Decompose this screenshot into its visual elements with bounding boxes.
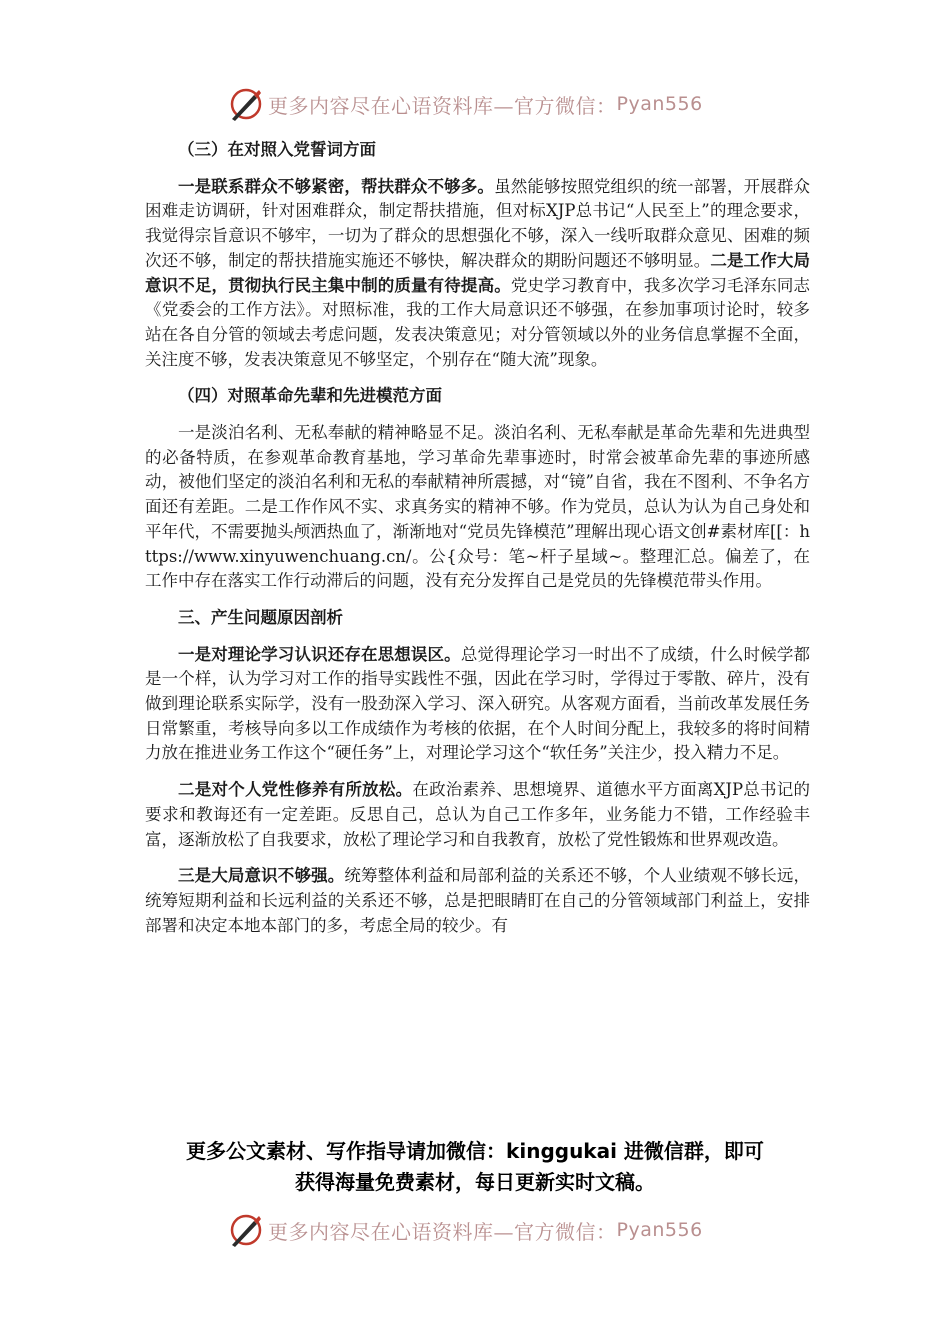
promo-line: 更多公文素材、写作指导请加微信：kinggukai 进微信群，即可 bbox=[186, 1139, 764, 1163]
paragraph-lead: 二是工作大局意识不足，贯彻执行民主集中制的质量有待提高。 bbox=[145, 250, 811, 295]
header-banner bbox=[226, 84, 703, 124]
paragraph: 一是淡泊名利、无私奉献的精神略显不足。淡泊名利、无私奉献是革命先辈和先进典型的必备特质，在参观革命教育基地，学习革命先辈事迹时，时常会被革命先辈的事迹所感动，被他们坚定的淡泊名利和无私的奉献精神所震撼，对“镜”自省，我在不图利、不争名方面还有差距。二是工作作风不实、求真务实的精神不够。作为党员，总认为认为自己身处和平年代，不需要抛头颅洒热血了，渐渐地对“党员先锋模范”理解出现心语文创#素材库[[：https://www.xinyuwenchuang.cn/。公{众号：笔~杆子星域~。整理汇总。偏差了，在工作中存在落实工作行动滞后的问题，没有充分发挥自己是党员的先锋模范带头作用。 bbox=[145, 423, 810, 591]
pen-logo-icon bbox=[226, 85, 264, 123]
paragraph-text: 在政治素养、思想境界、道德水平方面离XJP总书记的要求和教诲还有一定差距。反思自己，总认为自己工作多年，业务能力不错，工作经验丰富，逐渐放松了自我要求，放松了理论学习和自我教育，放松了党性锻炼和世界观改造。 bbox=[145, 780, 811, 849]
banner-text: 更多内容尽在心语资料库—官方微信： bbox=[268, 93, 617, 118]
banner-wechat-id: Pyan556 bbox=[616, 1219, 703, 1241]
pen-logo-icon bbox=[226, 1211, 264, 1249]
paragraph bbox=[145, 778, 810, 852]
paragraph-text: 总觉得理论学习一时出不了成绩，什么时候学都是一个样，认为学习对工作的指导实践性不强，因此在学习时，学得过于零散、碎片，没有做到理论联系实际学，没有一股劲深入学习、深入研究。从客观方面看，当前改革发展任务日常繁重，考核导向多以工作成绩作为考核的依据，在个人时间分配上，我较多的将时间精力放在推进业务工作这个“硬任务”上，对理论学习这个“软任务”关注少，投入精力不足。 bbox=[145, 644, 811, 763]
document-body bbox=[145, 138, 810, 950]
paragraph-lead: 一是联系群众不够紧密，帮扶群众不够多。 bbox=[178, 176, 495, 196]
paragraph-text: 虽然能够按照党组织的统一部署，开展群众困难走访调研，针对困难群众，制定帮扶措施，但对标XJP总书记“人民至上”的理念要求，我觉得宗旨意识不够牢，一切为了群众的思想强化不够，深入一线听取群众意见、困难的频次还不够，制定的帮扶措施实施还不够快，解决群众的期盼问题还不够明显。 bbox=[145, 176, 811, 270]
paragraph-text: 党史学习教育中，我多次学习毛泽东同志《党委会的工作方法》。对照标准，我的工作大局意识还不够强，在参加事项讨论时，较多站在各自分管的领域去考虑问题，发表决策意见；对分管领域以外的业务信息掌握不全面，关注度不够，发表决策意见不够坚定，个别存在“随大流”现象。 bbox=[145, 275, 811, 369]
banner-wechat-id: Pyan556 bbox=[616, 93, 703, 115]
paragraph-lead: 三是大局意识不够强。 bbox=[178, 866, 345, 886]
paragraph-lead: 一是对理论学习认识还存在思想误区。 bbox=[178, 644, 461, 664]
paragraph bbox=[145, 643, 810, 767]
footer-banner bbox=[226, 1210, 703, 1250]
paragraph-text: 统筹整体利益和局部利益的关系还不够，个人业绩观不够长远，统筹短期利益和长远利益的关系还不够，总是把眼睛盯在自己的分管领域部门利益上，安排部署和决定本地本部门的多，考虑全局的较少。有 bbox=[145, 866, 811, 935]
section-heading: （三）在对照入党誓词方面 bbox=[178, 140, 376, 159]
section-heading: 三、产生问题原因剖析 bbox=[178, 607, 343, 627]
promo-line: 获得海量免费素材，每日更新实时文稿。 bbox=[295, 1170, 655, 1194]
section-heading: （四）对照革命先辈和先进模范方面 bbox=[178, 386, 442, 406]
paragraph bbox=[145, 175, 810, 373]
banner-text: 更多内容尽在心语资料库—官方微信： bbox=[268, 1219, 617, 1244]
promo-notice bbox=[140, 1136, 810, 1198]
paragraph-lead: 二是对个人党性修养有所放松。 bbox=[178, 780, 413, 800]
paragraph bbox=[145, 864, 810, 938]
